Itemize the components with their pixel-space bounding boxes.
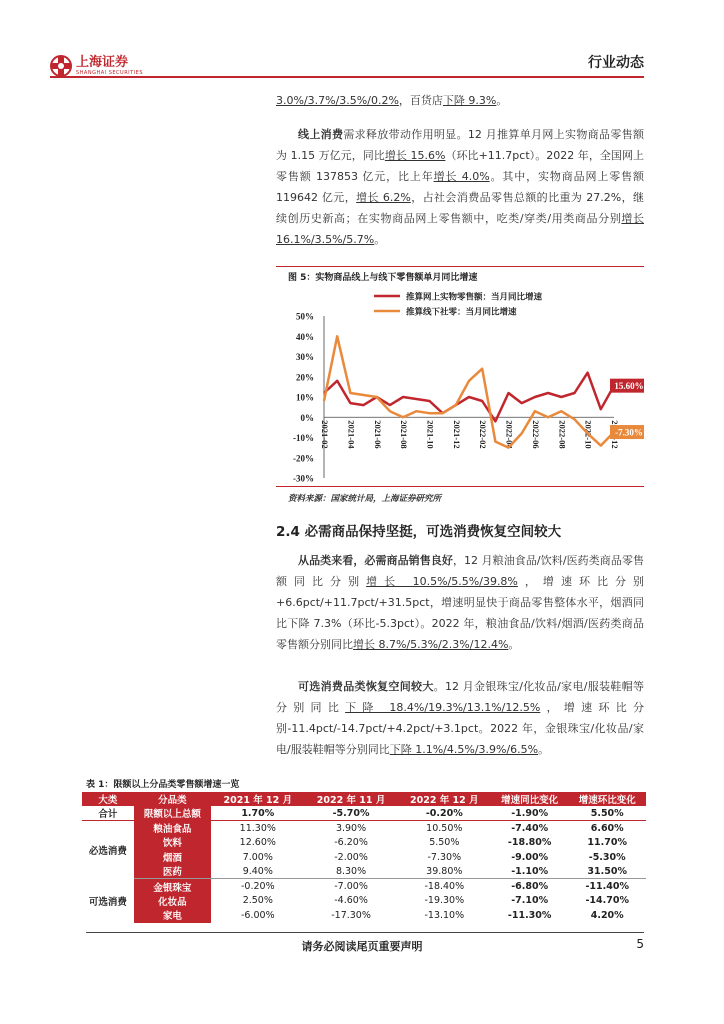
x-tick-label: 2022-04 — [504, 420, 515, 449]
y-tick-label: -30% — [293, 473, 314, 484]
retail-category-table — [82, 792, 646, 923]
x-tick-label: 2021-02 — [320, 420, 331, 449]
legend-label: 推算网上实物零售额：当月同比增速 — [406, 292, 543, 303]
figure-title: 图 5：实物商品线上与线下零售额单月同比增速 — [288, 273, 478, 283]
paragraph-discretionary: 可选消费品类恢复空间较大。12 月金银珠宝/化妆品/家电/服装鞋帽等分别同比下降 18.4%/19.3%/13.1%/12.5%，增速环比分别-11.4pct/-14.7pct/+4.2pct/+3.1pct。2022 年，金银珠宝/化妆品/家电/服装鞋帽等分别同比下降 1.1%/4.5%/3.9%/6.5%。 — [276, 680, 645, 756]
paragraph-online-consumption: 线上消费需求释放带动作用明显。12 月推算单月网上实物商品零售额为 1.15 万亿元，同比增长 15.6%（环比+11.7pct）。2022 年，全国网上零售额 137853 亿元，比上年增长 4.0%。其中，实物商品网上零售额 119642 亿元，增长 6.2%，占社会消费品零售总额的比重为 27.2%，继续创历史新高；在实物商品网上零售额中，吃类/穿类/用类商品分别增长 16.1%/3.5%/5.7%。 — [276, 128, 645, 246]
table-row: 家电 -6.00% -17.30% -13.10% -11.30% 4.20% — [82, 908, 646, 923]
document-type: 行业动态 — [588, 55, 644, 71]
y-tick-label: 20% — [296, 372, 314, 383]
x-tick-label: 2022-06 — [530, 420, 541, 449]
x-tick-label: 2022-10 — [583, 420, 594, 449]
y-tick-label: 50% — [296, 311, 314, 322]
logo-name: 上海证券 — [76, 55, 129, 70]
logo-emblem-icon — [50, 55, 72, 77]
series-line-2 — [324, 336, 614, 447]
x-tick-label: 2022-08 — [557, 420, 568, 449]
x-tick-label: 2021-12 — [451, 420, 462, 449]
x-tick-label: 2022-02 — [478, 420, 489, 449]
page-number: 5 — [636, 937, 644, 951]
header-divider — [50, 76, 644, 78]
table-header-cell: 2022 年 12 月 — [398, 792, 491, 806]
table-header-cell: 增速环比变化 — [568, 792, 646, 806]
line-chart — [284, 284, 644, 484]
table-row: 必选消费 粮油食品 11.30% 3.90% 10.50% -7.40% 6.60% — [82, 821, 646, 836]
y-tick-label: 40% — [296, 331, 314, 342]
paragraph-retail-tail: 3.0%/3.7%/3.5%/0.2%，百货店下降 9.3%。 — [276, 94, 508, 107]
paragraph-essentials: 从品类来看，必需商品销售良好，12 月粮油食品/饮料/医药类商品零售额同比分别增长 10.5%/5.5%/39.8%，增速环比分别+6.6pct/+11.7pct/+31.5pct，增速明显快于商品零售整体水平，烟酒同比下降 7.3%（环比-5.3pct）。2022 年，粮油食品/饮料/烟酒/医药类商品零售额分别同比增长 8.7%/5.3%/2.3%/12.4%。 — [276, 554, 645, 651]
x-tick-label: 2021-06 — [372, 420, 383, 449]
y-tick-label: 0% — [300, 412, 314, 423]
logo-subtitle: SHANGHAI SECURITIES — [76, 70, 144, 76]
x-tick-label: 2021-08 — [399, 420, 410, 449]
x-tick-label: 2021-10 — [425, 420, 436, 449]
table-header-cell: 大类 — [82, 792, 134, 806]
legend-label: 推算线下社零：当月同比增速 — [406, 307, 517, 318]
table-row: 医药 9.40% 8.30% 39.80% -1.10% 31.50% — [82, 864, 646, 879]
table-header-cell: 2022 年 11 月 — [304, 792, 397, 806]
section-title: 2.4 必需商品保持坚挺，可选消费恢复空间较大 — [276, 524, 562, 540]
figure-bottom-rule — [276, 486, 644, 487]
table-row: 合计 限额以上总额 1.70% -5.70% -0.20% -1.90% 5.50% — [82, 806, 646, 821]
table-row: 可选消费 金银珠宝 -0.20% -7.00% -18.40% -6.80% -11.40% — [82, 879, 646, 894]
company-logo — [50, 55, 143, 77]
table-header-cell: 增速同比变化 — [491, 792, 569, 806]
footer-disclaimer: 请务必阅读尾页重要声明 — [301, 940, 423, 953]
figure-source: 资料来源：国家统计局，上海证券研究所 — [288, 494, 442, 504]
annotation-label: -7.30% — [615, 427, 643, 438]
table-title: 表 1：限额以上分品类零售额增速一览 — [86, 780, 240, 790]
y-tick-label: -10% — [293, 433, 314, 443]
table-row: 烟酒 7.00% -2.00% -7.30% -9.00% -5.30% — [82, 850, 646, 865]
table-row: 饮料 12.60% -6.20% 5.50% -18.80% 11.70% — [82, 835, 646, 850]
figure-top-rule — [276, 266, 644, 267]
y-tick-label: 30% — [296, 352, 314, 362]
table-header-cell: 分品类 — [134, 792, 212, 806]
x-tick-label: 2021-04 — [346, 420, 357, 449]
table-header-row — [82, 792, 646, 806]
y-tick-label: -20% — [293, 453, 314, 464]
footer-divider — [86, 932, 644, 933]
annotation-label: 15.60% — [614, 381, 644, 392]
table-row: 化妆品 2.50% -4.60% -19.30% -7.10% -14.70% — [82, 894, 646, 909]
table-header-cell: 2021 年 12 月 — [211, 792, 304, 806]
y-tick-label: 10% — [296, 392, 314, 403]
